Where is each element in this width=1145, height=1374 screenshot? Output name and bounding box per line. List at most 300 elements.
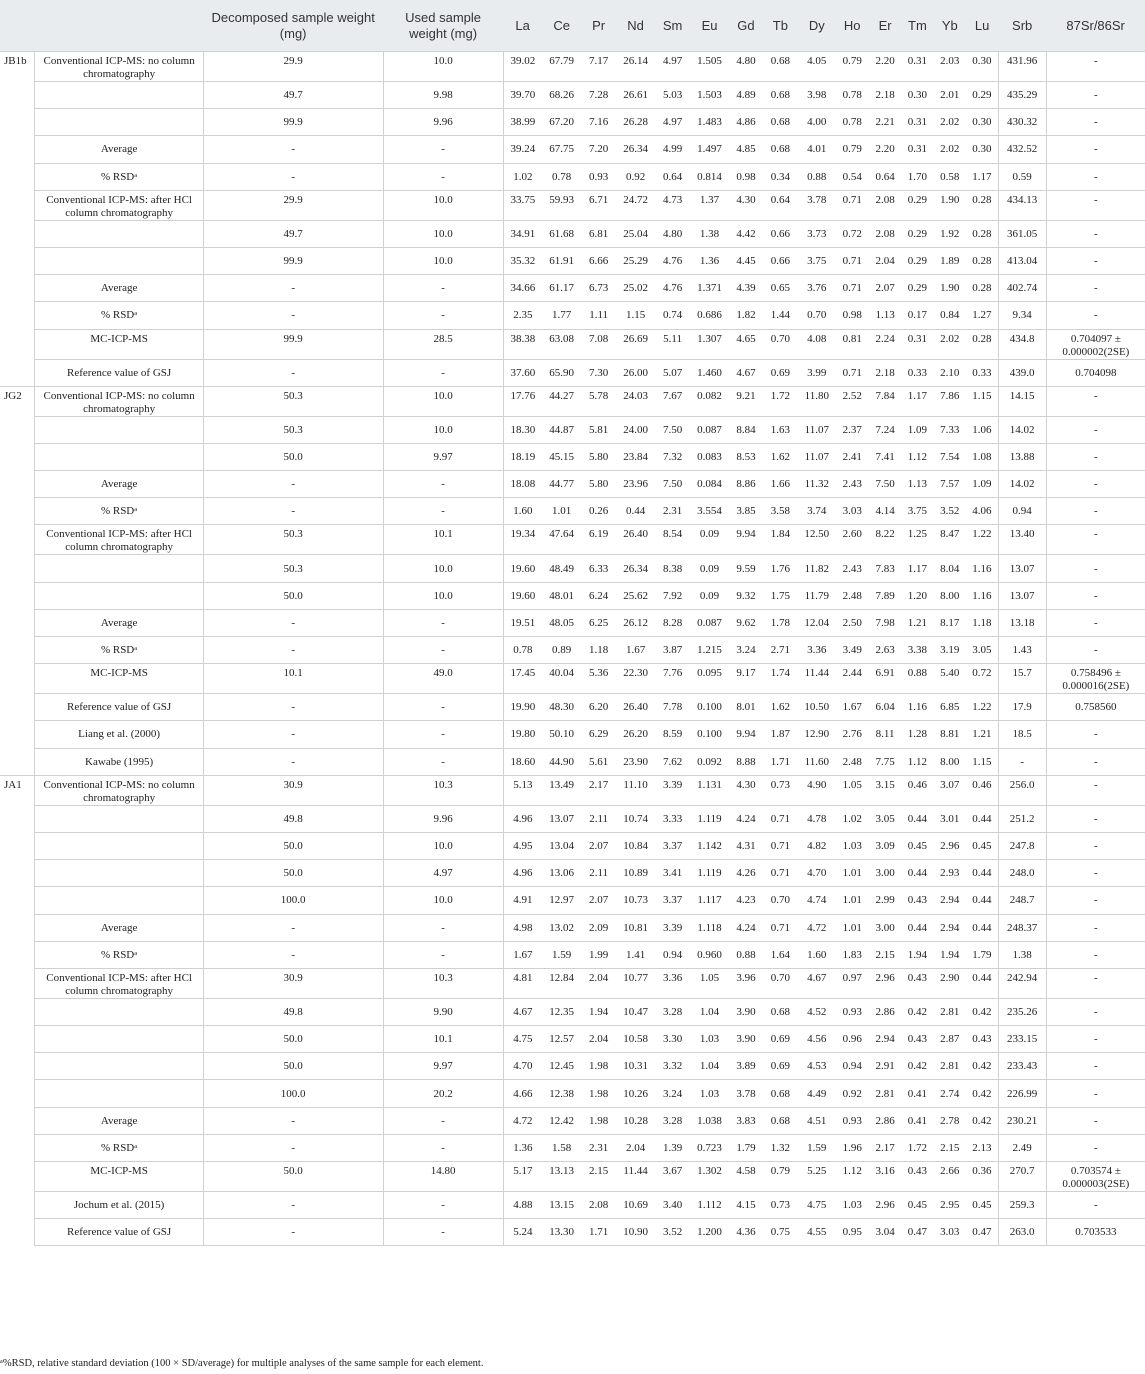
table-row	[0, 443, 1145, 470]
table-cell: 0.78	[542, 163, 581, 190]
table-cell: 8.00	[933, 582, 966, 609]
table-cell: 26.28	[616, 109, 655, 136]
table-cell: 12.04	[798, 609, 836, 636]
table-row	[0, 359, 1145, 386]
column-header: Eu	[690, 0, 729, 52]
table-cell: 45.15	[542, 443, 581, 470]
table-row	[0, 748, 1145, 775]
table-cell: 1.64	[763, 941, 798, 968]
table-cell: 0.43	[902, 1026, 934, 1053]
table-cell: 7.50	[655, 416, 690, 443]
table-cell: 10.84	[616, 832, 655, 859]
table-cell: 13.02	[542, 914, 581, 941]
table-cell: 9.96	[383, 109, 503, 136]
table-cell: 0.71	[763, 860, 798, 887]
table-cell: 0.092	[690, 748, 729, 775]
table-cell: 2.52	[836, 386, 869, 416]
table-cell: 1.38	[998, 941, 1046, 968]
table-cell: 0.88	[798, 163, 836, 190]
table-cell: -	[1046, 302, 1145, 329]
table-cell: 10.0	[383, 416, 503, 443]
table-cell: 2.08	[581, 1192, 616, 1219]
table-cell: 3.36	[798, 637, 836, 664]
table-cell: 0.71	[763, 805, 798, 832]
table-cell: -	[1046, 968, 1145, 998]
table-row	[0, 1053, 1145, 1080]
table-cell: 1.63	[763, 416, 798, 443]
table-cell: 26.34	[616, 555, 655, 582]
table-cell: 1.12	[902, 748, 934, 775]
table-cell: -	[1046, 832, 1145, 859]
table-cell: 3.00	[869, 860, 902, 887]
table-cell: 0.29	[902, 190, 934, 220]
row-label: Kawabe (1995)	[35, 748, 203, 775]
table-cell: 0.84	[933, 302, 966, 329]
table-cell: 49.8	[203, 998, 383, 1025]
table-cell: 23.96	[616, 471, 655, 498]
table-cell: -	[1046, 1026, 1145, 1053]
table-cell: 4.96	[503, 805, 542, 832]
table-cell: 61.68	[542, 220, 581, 247]
table-cell: 0.97	[836, 968, 869, 998]
row-label	[35, 860, 203, 887]
table-cell: 13.07	[542, 805, 581, 832]
table-cell: 4.01	[798, 136, 836, 163]
table-cell: 1.90	[933, 275, 966, 302]
table-cell: 1.98	[581, 1053, 616, 1080]
table-cell: 0.94	[998, 498, 1046, 525]
table-row	[0, 52, 1145, 82]
column-header: Dy	[798, 0, 836, 52]
table-cell: 11.82	[798, 555, 836, 582]
table-cell: 26.12	[616, 609, 655, 636]
table-cell: 1.41	[616, 941, 655, 968]
table-cell: 432.52	[998, 136, 1046, 163]
row-label: Average	[35, 136, 203, 163]
table-cell: 6.04	[869, 694, 902, 721]
table-cell: 44.87	[542, 416, 581, 443]
table-cell: 1.497	[690, 136, 729, 163]
table-cell: 1.99	[581, 941, 616, 968]
table-cell: 1.28	[902, 721, 934, 748]
table-cell: 233.15	[998, 1026, 1046, 1053]
table-cell: 9.96	[383, 805, 503, 832]
table-cell: 402.74	[998, 275, 1046, 302]
table-cell: 2.24	[869, 329, 902, 359]
column-header: Tm	[902, 0, 934, 52]
table-cell: 3.33	[655, 805, 690, 832]
table-cell: 13.15	[542, 1192, 581, 1219]
table-cell: 2.44	[836, 664, 869, 694]
table-cell: 0.72	[966, 664, 998, 694]
table-cell: 10.0	[383, 52, 503, 82]
table-cell: 44.27	[542, 386, 581, 416]
row-label	[35, 443, 203, 470]
table-cell: 0.47	[966, 1219, 998, 1246]
table-cell: 2.07	[869, 275, 902, 302]
table-cell: 10.0	[383, 555, 503, 582]
table-cell: 0.44	[966, 860, 998, 887]
column-header: Lu	[966, 0, 998, 52]
table-cell: 1.01	[836, 860, 869, 887]
table-cell: 0.42	[966, 998, 998, 1025]
table-cell: 26.34	[616, 136, 655, 163]
table-cell: -	[1046, 1053, 1145, 1080]
table-cell: 0.29	[902, 247, 934, 274]
table-cell: 3.89	[729, 1053, 763, 1080]
table-cell: -	[383, 941, 503, 968]
table-cell: 4.75	[798, 1192, 836, 1219]
table-cell: -	[1046, 555, 1145, 582]
table-cell: 2.11	[581, 805, 616, 832]
table-cell: 0.78	[503, 637, 542, 664]
table-cell: 0.09	[690, 582, 729, 609]
table-cell: 23.84	[616, 443, 655, 470]
table-cell: 40.04	[542, 664, 581, 694]
table-cell: 11.07	[798, 443, 836, 470]
table-cell: 0.66	[763, 247, 798, 274]
table-cell: 1.44	[763, 302, 798, 329]
table-cell: -	[1046, 247, 1145, 274]
table-cell: 0.45	[966, 832, 998, 859]
table-cell: 6.25	[581, 609, 616, 636]
row-label: MC-ICP-MS	[35, 664, 203, 694]
table-cell: 2.04	[869, 247, 902, 274]
table-cell: 0.28	[966, 220, 998, 247]
table-cell: 2.07	[581, 832, 616, 859]
table-cell: 1.79	[729, 1134, 763, 1161]
table-cell: 1.18	[581, 637, 616, 664]
table-row	[0, 498, 1145, 525]
table-cell: 0.686	[690, 302, 729, 329]
table-cell: 0.704097 ± 0.000002(2SE)	[1046, 329, 1145, 359]
table-cell: 0.33	[902, 359, 934, 386]
table-cell: 1.17	[902, 386, 934, 416]
table-cell: 14.02	[998, 416, 1046, 443]
table-cell: 0.94	[836, 1053, 869, 1080]
table-cell: 1.12	[902, 443, 934, 470]
table-cell: 4.80	[655, 220, 690, 247]
table-cell: 1.87	[763, 721, 798, 748]
table-cell: 0.42	[966, 1080, 998, 1107]
table-cell: 4.75	[503, 1026, 542, 1053]
table-cell: 0.70	[798, 302, 836, 329]
table-cell: 3.24	[729, 637, 763, 664]
table-cell: 6.66	[581, 247, 616, 274]
row-label	[35, 1026, 203, 1053]
table-cell: 0.73	[763, 775, 798, 805]
table-cell: 8.84	[729, 416, 763, 443]
table-cell: 8.17	[933, 609, 966, 636]
table-cell: -	[203, 721, 383, 748]
table-cell: 63.08	[542, 329, 581, 359]
table-cell: 3.01	[933, 805, 966, 832]
table-cell: 0.54	[836, 163, 869, 190]
table-cell: 10.0	[383, 887, 503, 914]
table-cell: -	[1046, 998, 1145, 1025]
table-cell: 0.082	[690, 386, 729, 416]
table-cell: 1.27	[966, 302, 998, 329]
table-cell: 361.05	[998, 220, 1046, 247]
table-cell: 1.98	[581, 1080, 616, 1107]
table-cell: 1.67	[503, 941, 542, 968]
table-cell: 3.05	[966, 637, 998, 664]
table-cell: 0.92	[836, 1080, 869, 1107]
table-cell: 0.43	[902, 1162, 934, 1192]
table-cell: 0.44	[966, 968, 998, 998]
table-cell: 50.0	[203, 443, 383, 470]
table-cell: 2.20	[869, 136, 902, 163]
table-cell: 6.91	[869, 664, 902, 694]
table-cell: 7.78	[655, 694, 690, 721]
table-cell: 50.0	[203, 832, 383, 859]
table-cell: 10.89	[616, 860, 655, 887]
table-cell: 3.78	[798, 190, 836, 220]
table-cell: 0.45	[902, 832, 934, 859]
table-cell: -	[203, 1134, 383, 1161]
table-cell: 8.01	[729, 694, 763, 721]
table-row	[0, 302, 1145, 329]
table-cell: 7.57	[933, 471, 966, 498]
table-cell: 25.04	[616, 220, 655, 247]
table-cell: 0.44	[616, 498, 655, 525]
row-label	[35, 220, 203, 247]
table-cell: 1.74	[763, 664, 798, 694]
table-cell: 4.53	[798, 1053, 836, 1080]
table-cell: 4.91	[503, 887, 542, 914]
table-cell: 5.17	[503, 1162, 542, 1192]
table-cell: -	[383, 163, 503, 190]
table-cell: -	[1046, 748, 1145, 775]
table-cell: 0.28	[966, 329, 998, 359]
table-cell: 0.68	[763, 1080, 798, 1107]
row-label: % RSDᵃ	[35, 1134, 203, 1161]
table-cell: 0.100	[690, 694, 729, 721]
table-cell: 12.84	[542, 968, 581, 998]
table-cell: 19.60	[503, 582, 542, 609]
table-cell: 1.04	[690, 1053, 729, 1080]
table-cell: -	[383, 748, 503, 775]
table-cell: 4.24	[729, 914, 763, 941]
table-cell: 2.81	[933, 998, 966, 1025]
column-header: Nd	[616, 0, 655, 52]
table-cell: 0.36	[966, 1162, 998, 1192]
table-cell: 1.01	[836, 887, 869, 914]
table-cell: 1.38	[690, 220, 729, 247]
table-cell: 1.119	[690, 860, 729, 887]
table-cell: 25.29	[616, 247, 655, 274]
table-cell: 3.19	[933, 637, 966, 664]
table-cell: 0.42	[902, 1053, 934, 1080]
table-row	[0, 887, 1145, 914]
table-cell: 19.90	[503, 694, 542, 721]
table-cell: 1.58	[542, 1134, 581, 1161]
table-cell: 14.02	[998, 471, 1046, 498]
table-cell: 235.26	[998, 998, 1046, 1025]
table-cell: 9.34	[998, 302, 1046, 329]
table-cell: 2.99	[869, 887, 902, 914]
table-cell: 0.89	[542, 637, 581, 664]
table-cell: 2.96	[933, 832, 966, 859]
table-cell: -	[1046, 860, 1145, 887]
table-cell: 2.11	[581, 860, 616, 887]
table-cell: 4.97	[655, 109, 690, 136]
table-cell: 0.79	[836, 52, 869, 82]
table-cell: 4.66	[503, 1080, 542, 1107]
table-cell: 1.39	[655, 1134, 690, 1161]
table-cell: 0.30	[966, 52, 998, 82]
table-cell: -	[1046, 1080, 1145, 1107]
table-cell: -	[203, 275, 383, 302]
table-cell: 13.30	[542, 1219, 581, 1246]
table-cell: 0.45	[966, 1192, 998, 1219]
table-cell: 0.68	[763, 1107, 798, 1134]
table-cell: 3.99	[798, 359, 836, 386]
table-cell: 3.83	[729, 1107, 763, 1134]
table-cell: -	[1046, 498, 1145, 525]
table-cell: 18.60	[503, 748, 542, 775]
table-row	[0, 1219, 1145, 1246]
table-cell: 24.03	[616, 386, 655, 416]
table-cell: -	[1046, 416, 1145, 443]
table-cell: -	[383, 136, 503, 163]
table-cell: 0.98	[729, 163, 763, 190]
table-cell: -	[1046, 1107, 1145, 1134]
table-cell: 0.75	[763, 1219, 798, 1246]
table-cell: 7.83	[869, 555, 902, 582]
table-cell: 7.50	[869, 471, 902, 498]
table-cell: -	[383, 721, 503, 748]
table-cell: 67.79	[542, 52, 581, 82]
column-header: Gd	[729, 0, 763, 52]
table-cell: 2.04	[616, 1134, 655, 1161]
table-cell: 1.16	[902, 694, 934, 721]
table-cell: 47.64	[542, 525, 581, 555]
table-cell: 6.24	[581, 582, 616, 609]
column-header: Yb	[933, 0, 966, 52]
table-cell: 8.00	[933, 748, 966, 775]
column-header: La	[503, 0, 542, 52]
table-cell: 2.81	[933, 1053, 966, 1080]
table-cell: 2.04	[581, 968, 616, 998]
table-cell: 248.0	[998, 860, 1046, 887]
table-cell: 44.77	[542, 471, 581, 498]
table-cell: 1.038	[690, 1107, 729, 1134]
table-cell: 15.7	[998, 664, 1046, 694]
table-cell: 6.20	[581, 694, 616, 721]
table-cell: 1.17	[902, 555, 934, 582]
table-cell: 1.112	[690, 1192, 729, 1219]
table-cell: 5.78	[581, 386, 616, 416]
table-row	[0, 82, 1145, 109]
table-cell: 3.58	[763, 498, 798, 525]
table-cell: 1.118	[690, 914, 729, 941]
column-header: Tb	[763, 0, 798, 52]
table-cell: 3.39	[655, 775, 690, 805]
table-cell: 7.62	[655, 748, 690, 775]
table-cell: 3.37	[655, 832, 690, 859]
row-label	[35, 555, 203, 582]
table-cell: 6.81	[581, 220, 616, 247]
table-cell: 0.71	[836, 275, 869, 302]
table-cell: 2.71	[763, 637, 798, 664]
table-cell: 19.60	[503, 555, 542, 582]
table-cell: -	[1046, 721, 1145, 748]
table-cell: -	[203, 1192, 383, 1219]
table-cell: -	[1046, 775, 1145, 805]
table-cell: 10.47	[616, 998, 655, 1025]
table-cell: 3.39	[655, 914, 690, 941]
row-label	[35, 82, 203, 109]
table-cell: 0.44	[902, 860, 934, 887]
table-cell: 3.37	[655, 887, 690, 914]
table-cell: 7.67	[655, 386, 690, 416]
table-cell: 4.31	[729, 832, 763, 859]
table-cell: 3.74	[798, 498, 836, 525]
table-cell: 68.26	[542, 82, 581, 109]
table-cell: 13.07	[998, 582, 1046, 609]
table-cell: 65.90	[542, 359, 581, 386]
table-cell: 0.68	[763, 82, 798, 109]
table-row	[0, 1107, 1145, 1134]
table-cell: 4.86	[729, 109, 763, 136]
table-cell: 4.30	[729, 190, 763, 220]
table-cell: 2.08	[869, 220, 902, 247]
table-cell: -	[1046, 805, 1145, 832]
table-cell: 5.24	[503, 1219, 542, 1246]
table-cell: 0.30	[902, 82, 934, 109]
table-cell: 11.80	[798, 386, 836, 416]
table-cell: 25.62	[616, 582, 655, 609]
table-cell: -	[1046, 637, 1145, 664]
table-cell: 0.44	[902, 805, 934, 832]
table-cell: 26.00	[616, 359, 655, 386]
table-cell: 2.86	[869, 998, 902, 1025]
table-cell: 0.64	[655, 163, 690, 190]
table-cell: 0.71	[836, 190, 869, 220]
table-cell: 1.200	[690, 1219, 729, 1246]
table-cell: 2.63	[869, 637, 902, 664]
table-cell: 7.92	[655, 582, 690, 609]
table-cell: 2.02	[933, 109, 966, 136]
table-cell: 3.87	[655, 637, 690, 664]
table-cell: 1.76	[763, 555, 798, 582]
table-cell: 4.36	[729, 1219, 763, 1246]
table-cell: 0.47	[902, 1219, 934, 1246]
table-cell: 10.0	[383, 582, 503, 609]
table-cell: 1.02	[836, 805, 869, 832]
table-cell: 1.36	[690, 247, 729, 274]
table-cell: 1.08	[966, 443, 998, 470]
table-cell: 61.91	[542, 247, 581, 274]
table-cell: 3.90	[729, 1026, 763, 1053]
table-cell: 4.98	[503, 914, 542, 941]
table-cell: -	[1046, 163, 1145, 190]
table-cell: 1.01	[542, 498, 581, 525]
table-cell: 3.40	[655, 1192, 690, 1219]
table-cell: 2.17	[869, 1134, 902, 1161]
table-cell: 10.1	[383, 525, 503, 555]
table-cell: 263.0	[998, 1219, 1046, 1246]
table-row	[0, 914, 1145, 941]
table-cell: 1.22	[966, 694, 998, 721]
table-cell: 0.70	[763, 329, 798, 359]
table-cell: 0.100	[690, 721, 729, 748]
table-cell: 3.78	[729, 1080, 763, 1107]
table-cell: 49.0	[383, 664, 503, 694]
table-cell: 0.69	[763, 1026, 798, 1053]
table-cell: 0.70	[763, 968, 798, 998]
